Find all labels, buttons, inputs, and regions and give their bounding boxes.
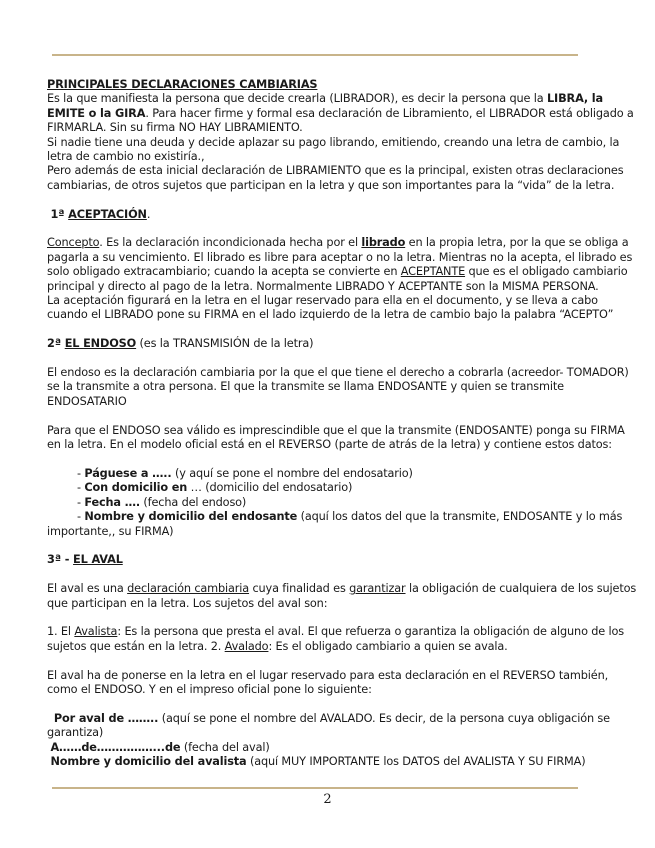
endoso-item: - Nombre y domicilio del endosante (aquí los datos del que la transmite, ENDOSANTE y lo más importante,, su FIRMA) [47, 510, 623, 538]
section-heading-aval: 3ª - EL AVAL [47, 553, 123, 567]
header-rule [52, 54, 578, 56]
aceptacion-paragraph-1: Concepto. Es la declaración incondicionada hecha por el librado en la propia letra, por la que se obliga a pagarla a su vencimiento. El librado es libre para aceptar o no la letra. Mientras no la acepta, el librado es solo obligado extracambiario; cuando la acepta se convierte en ACEPTANTE que es el obligado cambiario principal y directo al pago de la letra. Normalmente LIBRADO Y ACEPTANTE son la MISMA PERSONA. [47, 236, 633, 293]
aval-paragraph-1: El aval es una declaración cambiaria cuya finalidad es garantizar la obligación de cualquiera de los sujetos que participan en la letra. Los sujetos del aval son: [47, 582, 637, 610]
endoso-item: - Fecha …. (fecha del endoso) [77, 495, 247, 509]
aval-paragraph-2: 1. El Avalista: Es la persona que presta el aval. El que refuerza o garantiza la obligación de alguno de los sujetos que están en la letra. 2. Avalado: Es el obligado cambiario a quien se avala. [47, 625, 625, 653]
section-heading-endoso: 2ª EL ENDOSO (es la TRANSMISIÓN de la letra) [47, 337, 314, 351]
aval-form-line-2: A……de……………...de (fecha del aval) [50, 740, 270, 754]
endoso-paragraph-1: El endoso es la declaración cambiaria por la que el que tiene el derecho a cobrarla (acreedor- TOMADOR) se la transmite a otra persona. El que la transmite se llama ENDOSANTE y quien se transmite ENDOSATARIO [47, 366, 629, 408]
aval-paragraph-3: El aval ha de ponerse en la letra en el lugar reservado para esta declaración en el REVERSO también, como el ENDOSO. Y en el impreso oficial pone lo siguiente: [47, 668, 609, 696]
section-heading-declaraciones: PRINCIPALES DECLARACIONES CAMBIARIAS [47, 78, 318, 91]
intro-paragraph-1: Es la que manifiesta la persona que decide crearla (LIBRADOR), es decir la persona que la LIBRA, la EMITE o la GIRA. Para hacer firme y formal esa declaración de Libramiento, el LIBRADOR está obligado a FIRMARLA. Sin su firma NO HAY LIBRAMIENTO. [47, 92, 634, 135]
aceptacion-paragraph-2: La aceptación figurará en la letra en el lugar reservado para ella en el documento, y se lleva a cabo cuando el LIBRADO pone su FIRMA en el lado izquierdo de la letra de cambio bajo la palabra “ACEPTO” [47, 294, 614, 322]
document-body [47, 78, 639, 769]
page-number: 2 [323, 792, 332, 807]
intro-paragraph-3: Pero además de esta inicial declaración de LIBRAMIENTO que es la principal, existen otras declaraciones cambiarias, de otros sujetos que participan en la letra y que son importantes para la “vida” de la letra. [47, 164, 624, 192]
aval-form-line-3: Nombre y domicilio del avalista (aquí MUY IMPORTANTE los DATOS del AVALISTA Y SU FIRMA) [50, 754, 586, 768]
footer-rule [52, 787, 578, 789]
section-heading-aceptacion: 1ª ACEPTACIÓN. [50, 207, 151, 221]
endoso-item: - Páguese a ….. (y aquí se pone el nombre del endosatario) [77, 466, 413, 480]
intro-paragraph-2: Si nadie tiene una deuda y decide aplazar su pago librando, emitiendo, creando una letra de cambio, la letra de cambio no existiría., [47, 135, 620, 164]
aval-form-line-1: Por aval de …….. (aquí se pone el nombre del AVALADO. Es decir, de la persona cuya obligación se garantiza) [47, 711, 610, 740]
endoso-paragraph-2: Para que el ENDOSO sea válido es imprescindible que el que la transmite (ENDOSANTE) ponga su FIRMA en la letra. En el modelo oficial está en el REVERSO (parte de atrás de la letra) y contiene estos datos: [47, 423, 625, 452]
endoso-item: - Con domicilio en … (domicilio del endosatario) [77, 481, 353, 495]
